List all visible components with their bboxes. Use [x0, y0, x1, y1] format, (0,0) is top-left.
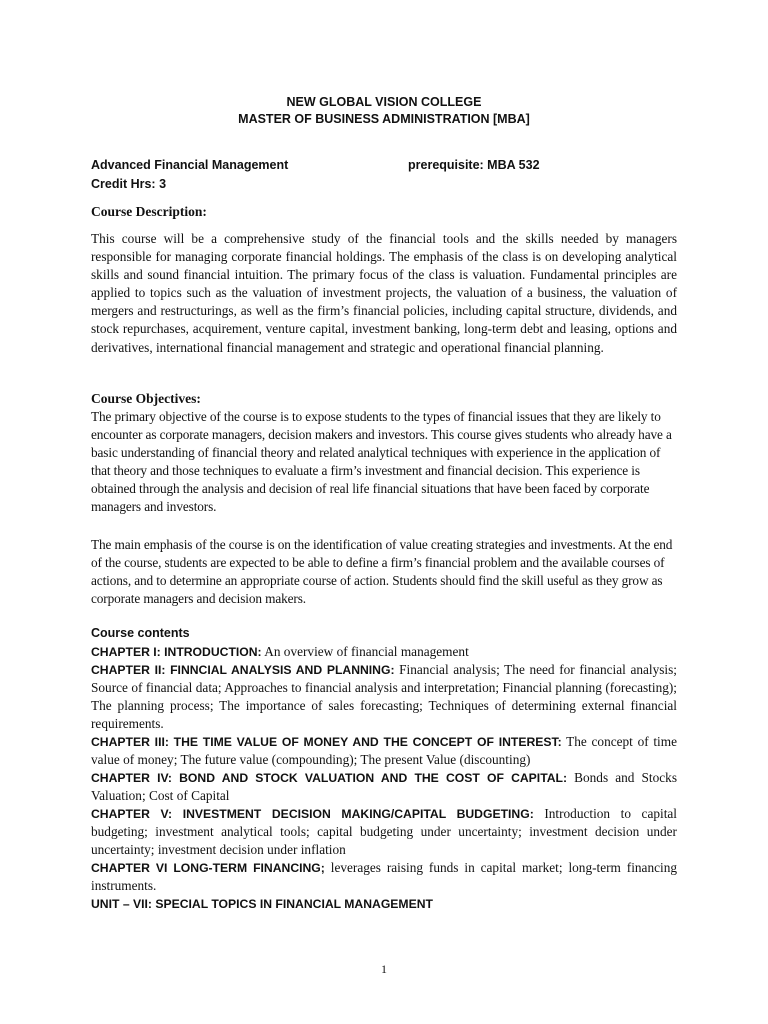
chapter-item	[91, 661, 677, 733]
chapter-list	[91, 643, 677, 913]
chapter-label: CHAPTER IV: BOND AND STOCK VALUATION AND THE COST OF CAPITAL:	[91, 771, 568, 785]
contents-heading: Course contents	[91, 626, 190, 640]
objectives-paragraph-1: The primary objective of the course is to expose students to the types of financial issues that they are likely to encounter as corporate managers, decision makers and investors. This course gives students who already have a basic understanding of financial theory and related analytical techniques with experience in the application of that theory and those techniques to evaluate a firm’s investment and financial decision. This experience is obtained through the analysis and decision of real life financial situations that have been faced by corporate managers and investors.	[91, 409, 672, 515]
description-heading: Course Description:	[91, 204, 207, 219]
chapter-label: CHAPTER V: INVESTMENT DECISION MAKING/CAPITAL BUDGETING:	[91, 807, 534, 821]
chapter-text: Introduction to capital budgeting; investment analytical tools; capital budgeting under uncertainty; investment decision under uncertainty; investment decision under inflation	[91, 806, 677, 857]
chapter-item	[91, 895, 677, 913]
chapter-item	[91, 805, 677, 859]
chapter-label: CHAPTER VI LONG-TERM FINANCING;	[91, 861, 325, 875]
chapter-label: UNIT – VII: SPECIAL TOPICS IN FINANCIAL MANAGEMENT	[91, 897, 433, 911]
college-name: NEW GLOBAL VISION COLLEGE	[286, 95, 482, 109]
chapter-item	[91, 643, 677, 661]
chapter-label: CHAPTER II: FINNCIAL ANALYSIS AND PLANNING:	[91, 663, 395, 677]
course-credits: Credit Hrs: 3	[91, 177, 167, 191]
program-name: MASTER OF BUSINESS ADMINISTRATION [MBA]	[238, 112, 530, 126]
chapter-item	[91, 859, 677, 895]
chapter-text: Bonds and Stocks Valuation; Cost of Capital	[91, 770, 677, 803]
chapter-text: Financial analysis; The need for financial analysis; Source of financial data; Approaches to financial analysis and interpretation; Financial planning (forecasting); The planning process; The importance of sales forecasting; Techniques of determining external financial requirements.	[91, 662, 677, 731]
chapter-item	[91, 769, 677, 805]
description-text: This course will be a comprehensive study of the financial tools and the skills needed by managers responsible for managing corporate financial holdings. The emphasis of the class is on developing analytical skills and sound financial intuition. The primary focus of the class is valuation. Fundamental principles are applied to topics such as the valuation of investment projects, the valuation of a business, the valuation of mergers and restructurings, as well as the firm’s financial policies, including capital structure, dividends, and stock repurchases, acquirement, venture capital, investment banking, long-term debt and leasing, options and derivatives, international financial management and strategic and operational financial planning.	[91, 231, 677, 355]
course-prerequisite: prerequisite: MBA 532	[408, 158, 540, 172]
chapter-item	[91, 733, 677, 769]
document-page	[91, 0, 677, 1024]
objectives-paragraph-2: The main emphasis of the course is on the identification of value creating strategies and investments. At the end of the course, students are expected to be able to define a firm’s financial problem and the available courses of actions, and to determine an appropriate course of action. Students should find the skill useful as they grow as corporate managers and decision makers.	[91, 537, 673, 607]
course-meta	[91, 156, 677, 194]
chapter-label: CHAPTER III: THE TIME VALUE OF MONEY AND THE CONCEPT OF INTEREST:	[91, 735, 562, 749]
chapter-text: An overview of financial management	[261, 644, 469, 659]
chapter-text: leverages raising funds in capital market; long-term financing instruments.	[91, 860, 677, 893]
page-number: 1	[381, 962, 387, 976]
objectives-heading: Course Objectives:	[91, 391, 201, 406]
chapter-label: CHAPTER I: INTRODUCTION:	[91, 645, 262, 659]
chapter-text: The concept of time value of money; The future value (compounding); The present Value (discounting)	[91, 734, 677, 767]
course-title: Advanced Financial Management	[91, 158, 289, 172]
document-header	[91, 94, 677, 128]
